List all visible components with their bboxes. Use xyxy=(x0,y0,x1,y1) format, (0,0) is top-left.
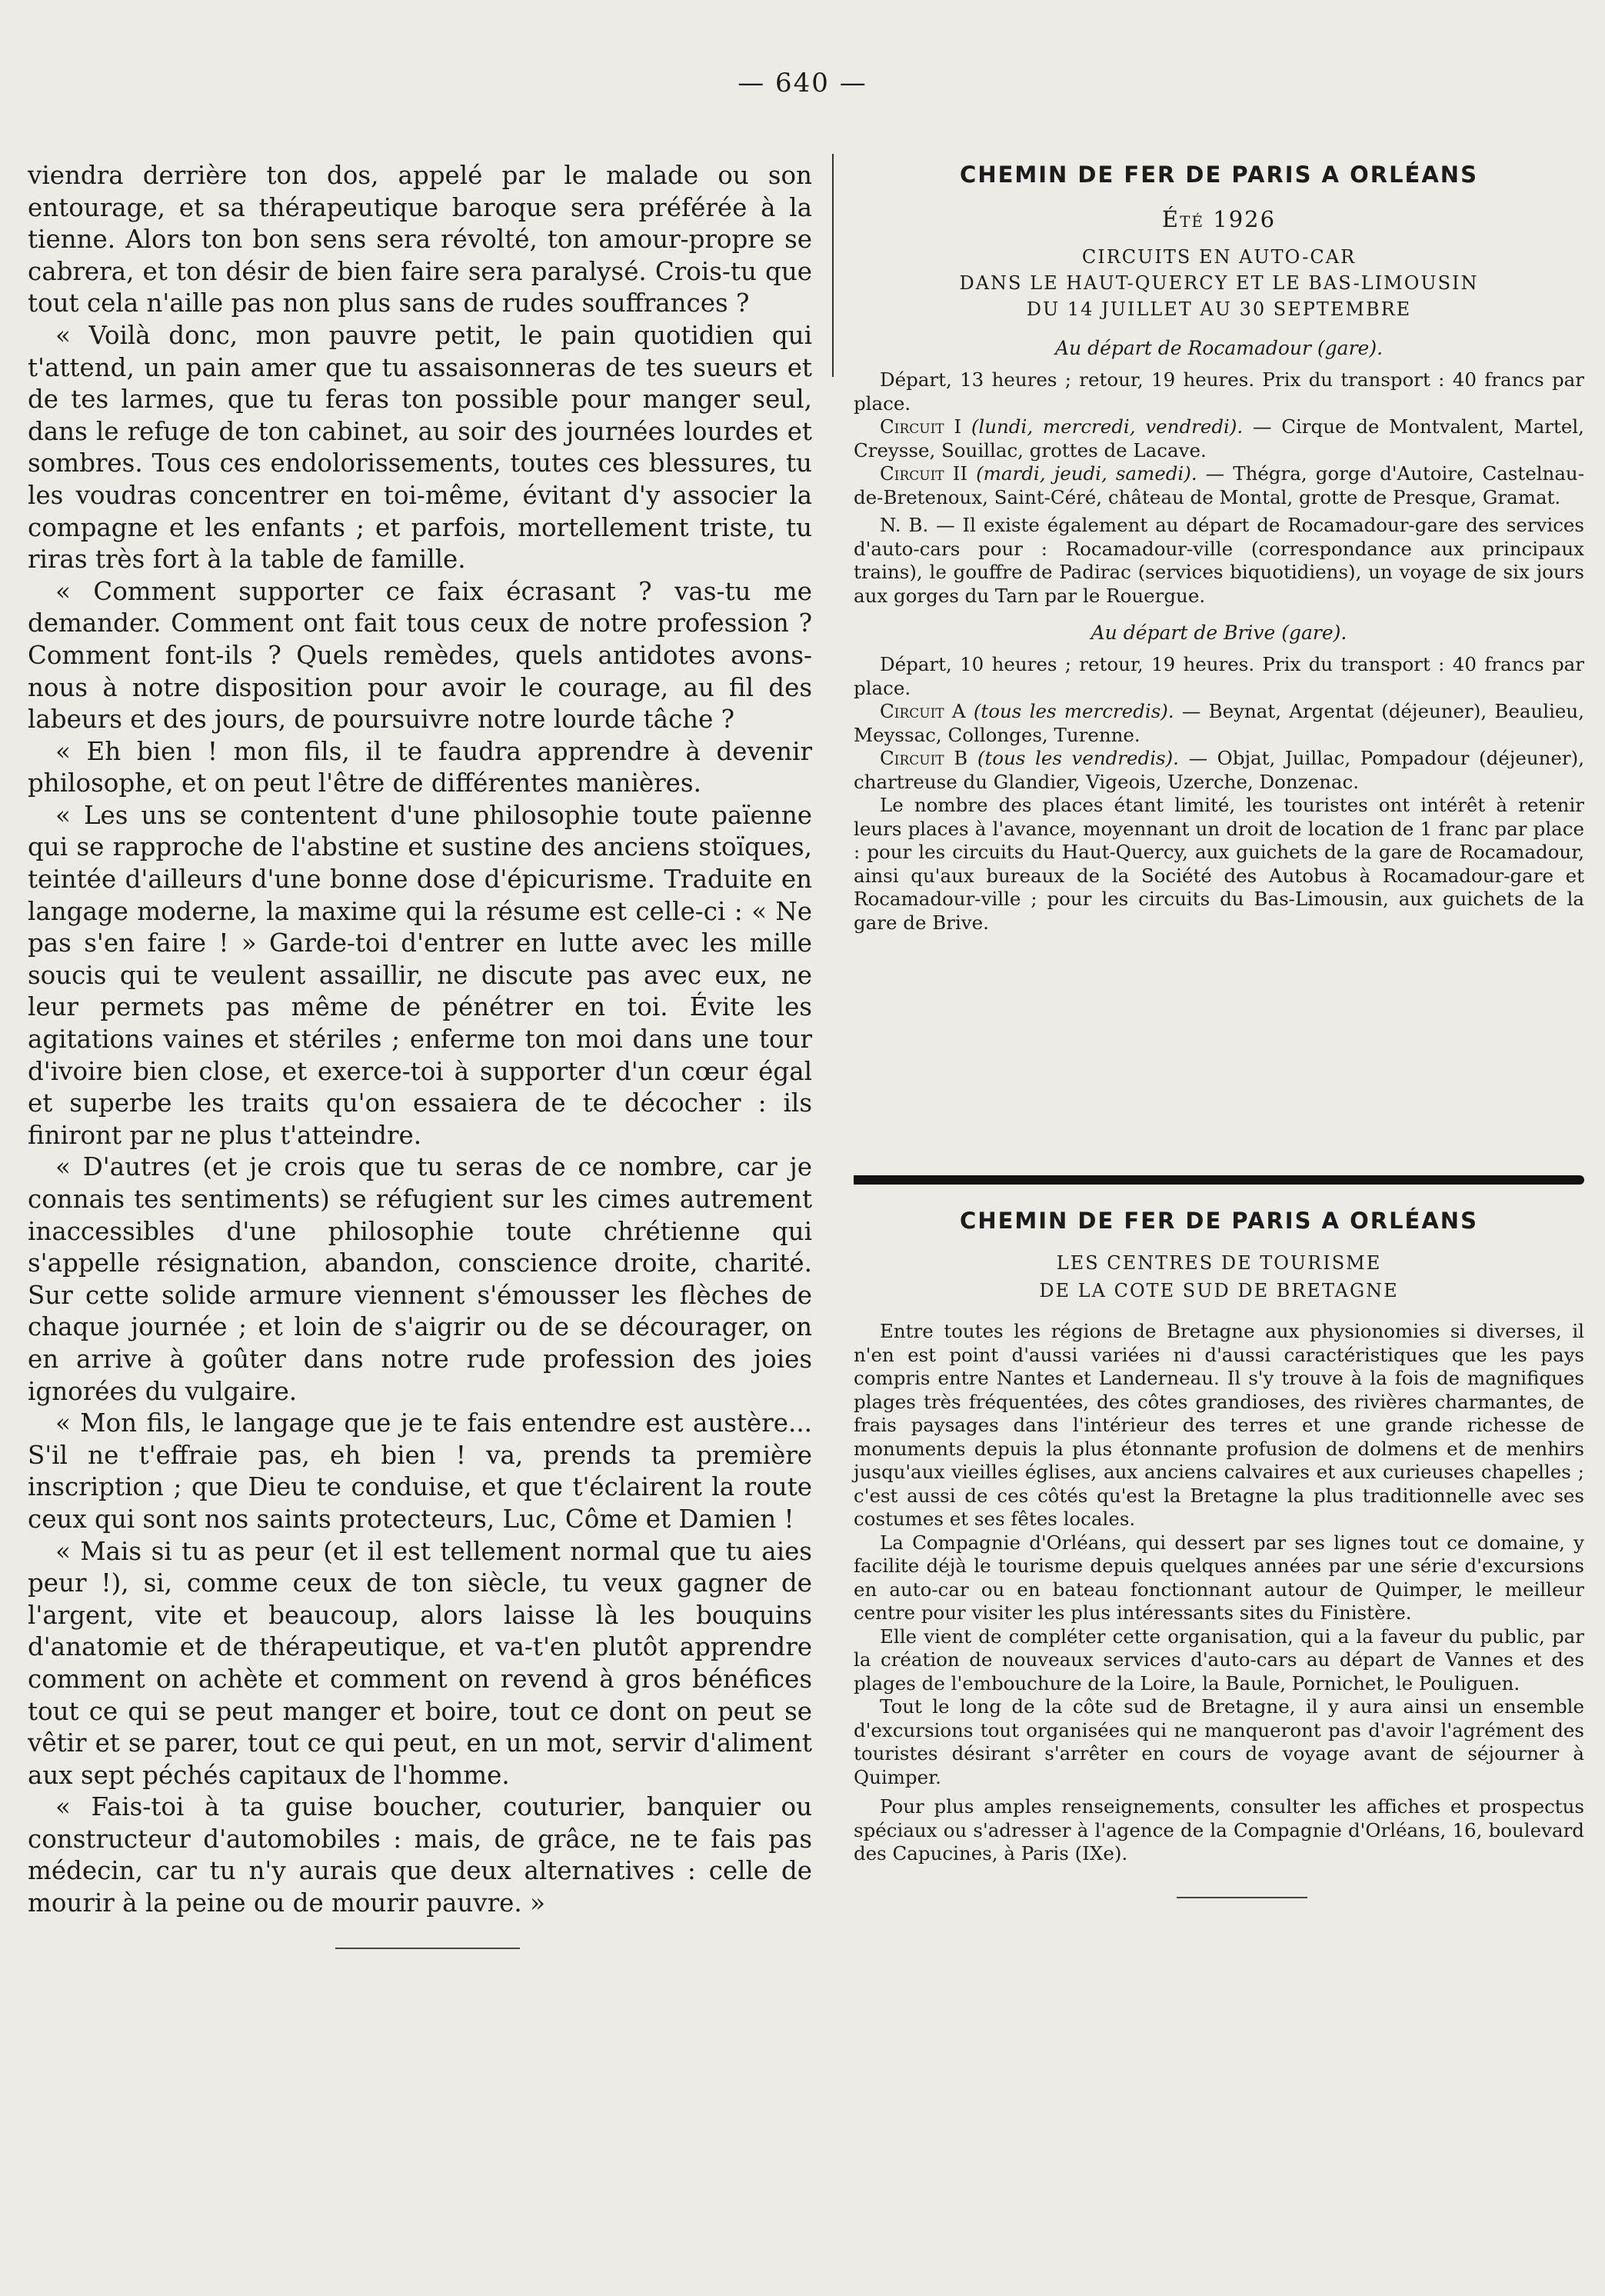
ad-circuit xyxy=(854,700,1584,747)
article-paragraph: « Comment supporter ce faix écrasant ? vas-tu me demander. Comment ont fait tous ceux de notre profession ? Comment font-ils ? Quels remèdes, quels antidotes avons-nous à notre disposition pour avoir le courage, au fil des labeurs et des jours, de poursuivre notre lourde tâche ? xyxy=(28,576,812,735)
section-divider xyxy=(854,1175,1584,1185)
article-paragraph: « Eh bien ! mon fils, il te faudra apprendre à devenir philosophe, et on peut l'être de différentes manières. xyxy=(28,736,812,798)
circuit-days: (tous les mercredis). xyxy=(973,700,1174,722)
ad-subtitle: DE LA COTE SUD DE BRETAGNE xyxy=(1039,1280,1399,1301)
ad-paragraph: Pour plus amples renseignements, consulter les affiches et prospectus spéciaux ou s'adresser à l'agence de la Compagnie d'Orléans, 16, boulevard des Capucines, à Paris (IXe). xyxy=(854,1795,1584,1864)
advertisement-column-2 xyxy=(854,1208,1584,1898)
article-paragraph: « Voilà donc, mon pauvre petit, le pain quotidien qui t'attend, un pain amer que tu assaisonneras de tes sueurs et de tes larmes, que tu feras ton possible pour manger seul, dans le refuge de ton cabinet, au soir des journées lourdes et sombres. Tous ces endolorissements, toutes ces blessures, tu les voudras concentrer en toi-même, évitant d'y associer la compagne et les enfants ; et parfois, mortellement triste, tu riras très fort à la table de famille. xyxy=(28,320,812,575)
circuit-days: (lundi, mercredi, vendredi). xyxy=(971,415,1244,438)
end-rule xyxy=(335,1948,520,1949)
ad-paragraph: Elle vient de compléter cette organisation, qui a la faveur du public, par la création de nouveaux services d'auto-cars au départ de Vannes et des plages de l'embouchure de la Loire, la Baule, Pornichet, le Pouliguen. xyxy=(854,1625,1584,1695)
ad-circuit xyxy=(854,747,1584,794)
ad-paragraph: Départ, 13 heures ; retour, 19 heures. Prix du transport : 40 francs par place. xyxy=(854,368,1584,415)
circuit-label: Circuit II xyxy=(880,462,968,485)
circuit-text: — Thégra, gorge d'Autoire, Castelnau-de-Bretenoux, Saint-Céré, château de Montal, grotte de Presque, Gramat. xyxy=(854,462,1584,508)
article-paragraph: viendra derrière ton dos, appelé par le malade ou son entourage, et sa thérapeutique baroque sera préférée à la tienne. Alors ton bon sens sera révolté, ton amour-propre se cabrera, et ton désir de bien faire sera paralysé. Crois-tu que tout cela n'aille pas non plus sans de rudes souffrances ? xyxy=(28,161,812,318)
article-paragraph: « Fais-toi à ta guise boucher, couturier, banquier ou constructeur d'automobiles : mais, de grâce, ne te fais pas médecin, car tu n'y aurais que deux alternatives : celle de mourir à la peine ou de mourir pauvre. » xyxy=(28,1792,812,1918)
circuit-text: — Objat, Juillac, Pompadour (déjeuner), chartreuse du Glandier, Vigeois, Uzerche, Donzenac. xyxy=(854,747,1584,793)
end-rule xyxy=(1177,1897,1307,1898)
article-paragraph: « Mais si tu as peur (et il est tellement normal que tu aies peur !), si, comme ceux de ton siècle, tu veux gagner de l'argent, vite et beaucoup, alors laisse là les bouquins d'anatomie et de thérapeutique, et va-t'en plutôt apprendre comment on achète et comment on revend à gros bénéfices tout ce qui se peut manger et boire, tout ce dont on peut se vêtir et se parer, tout ce qui peut, en un mot, servir d'aliment aux sept péchés capitaux de l'homme. xyxy=(28,1536,812,1790)
ad-bretagne xyxy=(854,1208,1584,1898)
ad-rocamadour xyxy=(854,162,1584,935)
circuit-text: — Beynat, Argentat (déjeuner), Beaulieu, Meyssac, Collonges, Turenne. xyxy=(854,700,1584,746)
column-divider xyxy=(832,154,834,377)
ad-title: CHEMIN DE FER DE PARIS A ORLÉANS xyxy=(960,162,1478,188)
circuit-label: Circuit I xyxy=(880,415,962,438)
ad-note: N. B. — Il existe également au départ de Rocamadour-gare des services d'auto-cars pour : Rocamadour-ville (correspondance aux principaux trains), le gouffre de Padirac (services biquotidiens), un voyage de six jours aux gorges du Tarn par le Rouergue. xyxy=(854,514,1584,607)
ad-circuit xyxy=(854,415,1584,462)
ad-circuit xyxy=(854,462,1584,509)
article-paragraph: « D'autres (et je crois que tu seras de ce nombre, car je connais tes sentiments) se réfugient sur les cimes autrement inaccessibles d'une philosophie toute chrétienne qui s'appelle résignation, abandon, conscience droite, charité. Sur cette solide armure viennent s'émousser les flèches de chaque journée ; et loin de s'aigrir ou de se décourager, on en arrive à goûter dans notre rude profession des joies ignorées du vulgaire. xyxy=(28,1152,812,1406)
ad-season: Été 1926 xyxy=(1161,206,1277,232)
ad-title: CHEMIN DE FER DE PARIS A ORLÉANS xyxy=(960,1208,1478,1234)
article-paragraph: « Mon fils, le langage que je te fais entendre est austère... S'il ne t'effraie pas, eh bien ! va, prends ta première inscription ; que Dieu te conduise, et que t'éclairent la route ceux qui sont nos saints protecteurs, Luc, Côme et Damien ! xyxy=(28,1408,812,1534)
circuit-label: Circuit A xyxy=(880,700,966,722)
ad-subtitle: DANS LE HAUT-QUERCY ET LE BAS-LIMOUSIN xyxy=(959,272,1479,294)
ad-paragraph: Tout le long de la côte sud de Bretagne, il y aura ainsi un ensemble d'excursions tout organisées qui ne manqueront pas d'avoir l'agrément des touristes désirant s'arrêter en cours de voyage avant de séjourner à Quimper. xyxy=(854,1695,1584,1788)
circuit-text: — Cirque de Montvalent, Martel, Creysse, Souillac, grottes de Lacave. xyxy=(854,415,1584,462)
ad-departure-heading: Au départ de Brive (gare). xyxy=(1091,621,1347,644)
advertisement-column xyxy=(854,151,1584,935)
page-number: — 640 — xyxy=(738,68,867,98)
ad-departure-heading: Au départ de Rocamadour (gare). xyxy=(1054,337,1384,359)
article-paragraph: « Les uns se contentent d'une philosophie toute païenne qui se rapproche de l'abstine et sustine des anciens stoïques, teintée d'ailleurs d'une bonne dose d'épicurisme. Traduite en langage moderne, la maxime qui la résume est celle-ci : « Ne pas s'en faire ! » Garde-toi d'entrer en lutte avec les mille soucis qui te veulent assaillir, ne discute pas avec eux, ne leur permets pas même de pénétrer en toi. Évite les agitations vaines et stériles ; enferme ton moi dans une tour d'ivoire bien close, et exerce-toi à supporter d'un cœur égal et superbe les traits qu'on essaiera de te décocher : ils finiront par ne plus t'atteindre. xyxy=(28,800,812,1150)
ad-paragraph: Départ, 10 heures ; retour, 19 heures. Prix du transport : 40 francs par place. xyxy=(854,653,1584,699)
circuit-days: (mardi, jeudi, samedi). xyxy=(976,462,1197,485)
ad-subtitle: DU 14 JUILLET AU 30 SEPTEMBRE xyxy=(1026,298,1412,320)
ad-subtitle: CIRCUITS EN AUTO-CAR xyxy=(1081,246,1357,268)
ad-paragraph: Entre toutes les régions de Bretagne aux physionomies si diverses, il n'en est point d'aussi variées ni d'aussi caractéristiques que les pays compris entre Nantes et Landerneau. Il s'y trouve à la fois de magnifiques plages très fréquentées, des côtes grandioses, des rivières charmantes, de frais paysages dans l'intérieur des terres et une grande richesse de monuments depuis la plus étonnante profusion de dolmens et de menhirs jusqu'aux vieilles églises, aux anciens calvaires et aux curieuses chapelles ; c'est aussi de ces côtés qu'est la Bretagne la plus traditionnelle avec ses costumes et ses fêtes locales. xyxy=(854,1320,1584,1530)
ad-paragraph: Le nombre des places étant limité, les touristes ont intérêt à retenir leurs places à l'avance, moyennant un droit de location de 1 franc par place : pour les circuits du Haut-Quercy, aux guichets de la gare de Rocamadour, ainsi qu'aux bureaux de la Société des Autobus à Rocamadour-gare et Rocamadour-ville ; pour les circuits du Bas-Limousin, aux guichets de la gare de Brive. xyxy=(854,794,1584,934)
circuit-label: Circuit B xyxy=(880,747,968,769)
ad-paragraph: La Compagnie d'Orléans, qui dessert par ses lignes tout ce domaine, y facilite déjà le tourisme depuis quelques années par une série d'excursions en auto-car ou en bateau fonctionnant autour de Quimper, le meilleur centre pour visiter les plus intéressants sites du Finistère. xyxy=(854,1531,1584,1624)
circuit-days: (tous les vendredis). xyxy=(977,747,1179,769)
ad-subtitle: LES CENTRES DE TOURISME xyxy=(1056,1252,1382,1274)
article-column xyxy=(28,160,812,1949)
